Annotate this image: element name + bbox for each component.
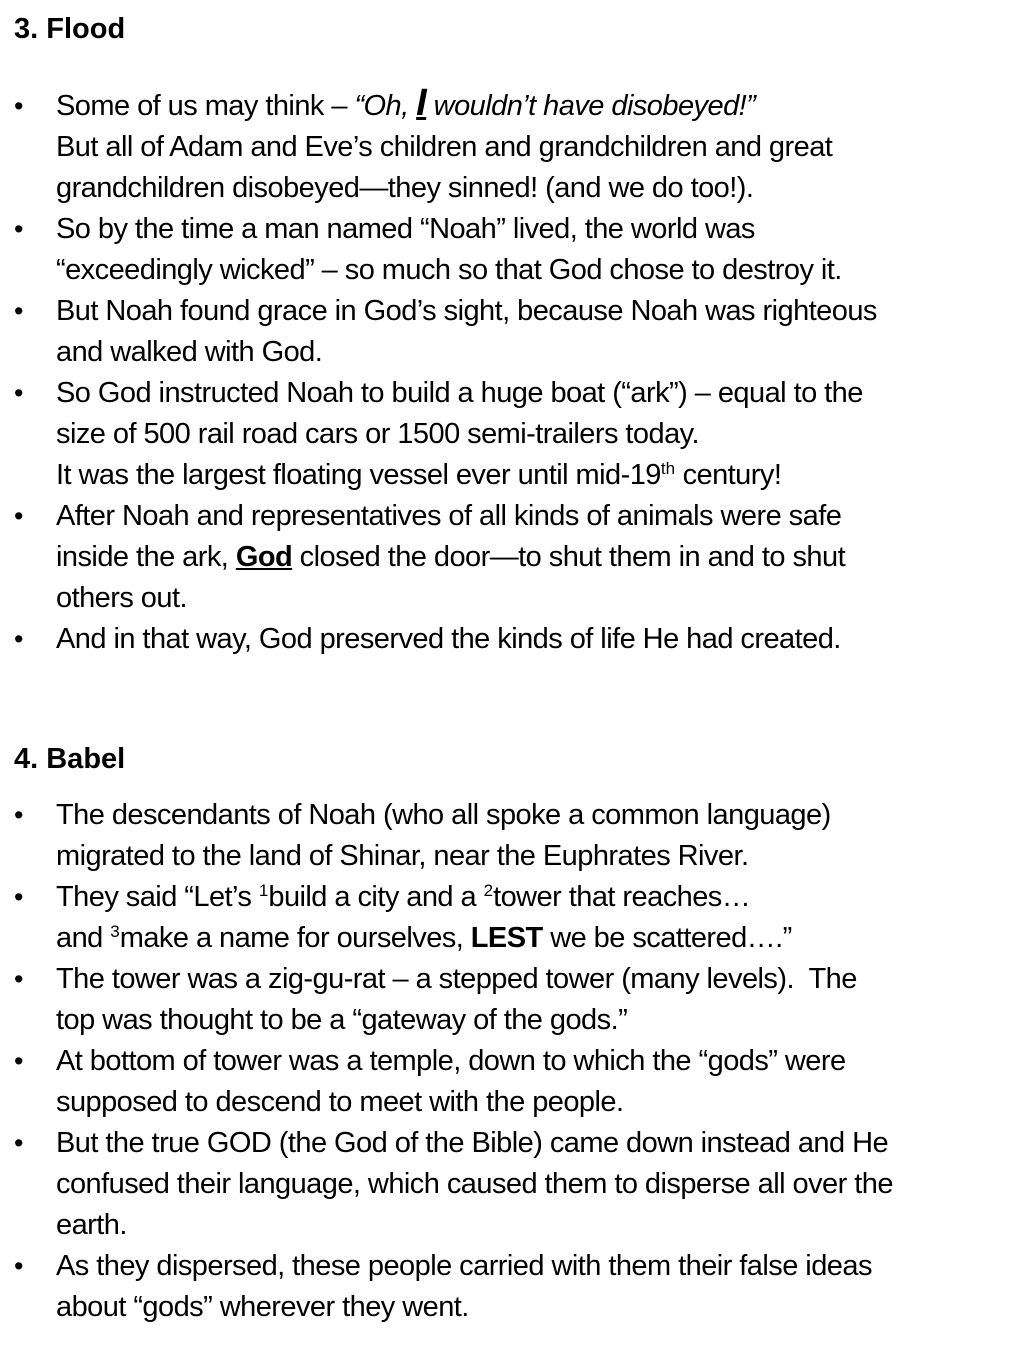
text-line: grandchildren disobeyed—they sinned! (and we do too!). bbox=[56, 172, 754, 204]
bullet-dot: • bbox=[14, 624, 24, 654]
bullet-dot: • bbox=[14, 1251, 24, 1281]
text-run: century! bbox=[675, 459, 782, 491]
list-item bbox=[14, 1041, 1004, 1123]
list-item bbox=[14, 373, 1004, 496]
text-run: They said “Let’s bbox=[56, 881, 259, 913]
superscript: 3 bbox=[110, 922, 120, 941]
text-line bbox=[56, 877, 1004, 918]
flood-heading: 3. Flood bbox=[14, 13, 126, 45]
text-line: supposed to descend to meet with the people. bbox=[56, 1086, 624, 1118]
text-line: migrated to the land of Shinar, near the Euphrates River. bbox=[56, 840, 749, 872]
text-line: “exceedingly wicked” – so much so that God chose to destroy it. bbox=[56, 254, 842, 286]
emphasized-i: I bbox=[416, 82, 427, 124]
list-item bbox=[14, 209, 1004, 291]
superscript: 2 bbox=[483, 881, 494, 900]
list-item bbox=[14, 795, 1004, 877]
text-line: confused their language, which caused them to disperse all over the bbox=[56, 1168, 893, 1200]
text-line bbox=[56, 455, 1004, 496]
list-item bbox=[14, 619, 1004, 660]
bullet-dot: • bbox=[14, 1046, 24, 1076]
text-line: But all of Adam and Eve’s children and grandchildren and great bbox=[56, 131, 833, 163]
text-line: So by the time a man named “Noah” lived, the world was bbox=[56, 213, 755, 245]
text-line: After Noah and representatives of all kinds of animals were safe bbox=[56, 500, 842, 532]
text-line: The descendants of Noah (who all spoke a common language) bbox=[56, 799, 831, 831]
bullet-dot: • bbox=[14, 501, 24, 531]
text-line bbox=[56, 537, 1004, 578]
emphasized-lest: LEST bbox=[470, 922, 543, 954]
text-run: inside the ark, bbox=[56, 541, 236, 573]
text-run: make a name for ourselves, bbox=[119, 922, 471, 954]
list-item bbox=[14, 82, 1004, 209]
bullet-dot: • bbox=[14, 800, 24, 830]
list-item bbox=[14, 1246, 1004, 1328]
bullet-dot: • bbox=[14, 964, 24, 994]
list-item bbox=[14, 877, 1004, 959]
superscript: 1 bbox=[258, 881, 269, 900]
superscript: th bbox=[660, 459, 676, 478]
list-item bbox=[14, 496, 1004, 619]
text-run: It was the largest floating vessel ever until mid-19 bbox=[56, 459, 661, 491]
text-line: top was thought to be a “gateway of the gods.” bbox=[56, 1004, 628, 1036]
list-item bbox=[14, 1123, 1004, 1246]
list-item bbox=[14, 291, 1004, 373]
text-line: At bottom of tower was a temple, down to which the “gods” were bbox=[56, 1045, 846, 1077]
text-line: But the true GOD (the God of the Bible) came down instead and He bbox=[56, 1127, 889, 1159]
text-run: we be scattered….” bbox=[542, 922, 792, 954]
text-run: tower that reaches… bbox=[493, 881, 751, 913]
flood-bullet-list bbox=[14, 82, 1004, 660]
babel-heading: 4. Babel bbox=[14, 743, 126, 775]
text-line: and walked with God. bbox=[56, 336, 323, 368]
text-run: closed the door—to shut them in and to shut bbox=[292, 541, 846, 573]
bullet-dot: • bbox=[14, 882, 24, 912]
babel-bullet-list bbox=[14, 795, 1004, 1328]
bullet-dot: • bbox=[14, 1128, 24, 1158]
text-line: others out. bbox=[56, 582, 187, 614]
text-line bbox=[56, 82, 1004, 127]
bullet-dot: • bbox=[14, 378, 24, 408]
text-line: The tower was a zig-gu-rat – a stepped tower (many levels). The bbox=[56, 963, 857, 995]
flood-section bbox=[14, 10, 1004, 660]
text-run-italic: wouldn’t have disobeyed!” bbox=[426, 90, 756, 122]
text-line: earth. bbox=[56, 1209, 127, 1241]
emphasized-god: God bbox=[235, 541, 293, 573]
text-line: But Noah found grace in God’s sight, because Noah was righteous bbox=[56, 295, 877, 327]
text-line: about “gods” wherever they went. bbox=[56, 1291, 469, 1323]
bullet-dot: • bbox=[14, 214, 24, 244]
text-run: build a city and a bbox=[268, 881, 484, 913]
text-line: size of 500 rail road cars or 1500 semi-trailers today. bbox=[56, 418, 699, 450]
babel-section bbox=[14, 740, 1004, 1328]
text-run: Some of us may think – bbox=[56, 90, 355, 122]
text-line: So God instructed Noah to build a huge boat (“ark”) – equal to the bbox=[56, 377, 863, 409]
bullet-dot: • bbox=[14, 296, 24, 326]
bullet-dot: • bbox=[14, 91, 24, 121]
text-line: And in that way, God preserved the kinds of life He had created. bbox=[56, 623, 841, 655]
text-run: and bbox=[56, 922, 111, 954]
text-line: As they dispersed, these people carried with them their false ideas bbox=[56, 1250, 872, 1282]
text-line bbox=[56, 918, 1004, 959]
list-item bbox=[14, 959, 1004, 1041]
text-run-italic: “Oh, bbox=[354, 90, 417, 122]
